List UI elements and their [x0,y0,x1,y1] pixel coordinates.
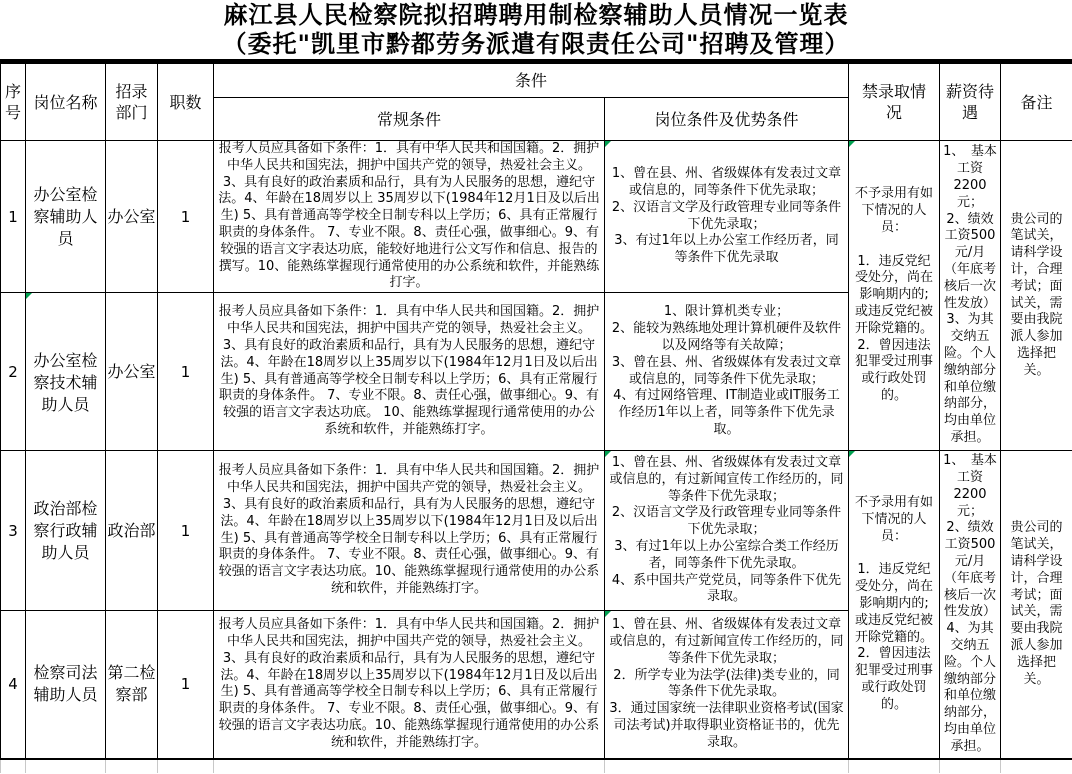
table-row [1,141,1072,293]
row2-position-text: 办公室检 察技术辅 助人员 [33,350,98,414]
row1-seq: 1 [1,141,26,293]
row1-specific-condition [605,141,849,293]
excel-error-flag-icon [605,611,611,617]
empty-cell [1001,759,1072,773]
row1-count: 1 [158,141,214,293]
empty-cell [26,759,106,773]
header-count: 职数 [158,64,214,141]
header-remark: 备注 [1001,64,1072,141]
header-condition: 条件 [214,64,849,98]
row3-position: 政治部检 察行政辅 助人员 [26,451,106,611]
row4-specific-condition [605,611,849,759]
empty-cell [214,759,605,773]
table-row [1,451,1072,611]
row4-department: 第二检 察部 [106,611,158,759]
empty-cell [158,759,214,773]
empty-cell [605,759,849,773]
header-specific-condition: 岗位条件及优势条件 [605,98,849,141]
excel-error-flag-icon [849,451,855,457]
row4-position: 检察司法 辅助人员 [26,611,106,759]
row3-specific-text: 1、曾在县、州、省级媒体有发表过文章或信息的，有过新闻宣传工作经历的，同等条件下优先录取； 2、汉语言文学及行政管理专业同等条件下优先录取； 3、有过1年以上办公室综合类工作经历者，同等条件下优先录取。 4、系中国共产党党员，同等条件下优先录取。 [609,455,844,605]
row3-count: 1 [158,451,214,611]
header-seq: 序 号 [1,64,26,141]
excel-error-flag-icon [605,141,611,147]
header-general-condition: 常规条件 [214,98,605,141]
row1-general-condition: 报考人员应具备如下条件：1．具有中华人民共和国国籍。2．拥护中华人民共和国宪法，拥护中国共产党的领导，热爱社会主义。3、具有良好的政治素质和品行，具有为人民服务的思想，遵纪守法。4、年龄在18周岁以上 35周岁以下(1984年12月1日及以后出生) 5、具有普通高等学校全日制专科以上学历；6、具有正常履行职责的身体条件。 7、专业不限。8、责任心强，做事细心。9、有较强的语言文字表达功底，能较好地进行公文写作和信息、报告的撰写。10、能熟练掌握现行通常使用的办公系统和软件，并能熟练打字。 [214,141,605,293]
group1-remark: 贵公司的笔试关，请科学设计，合理考试；面试关，需要由我院派人参加选择把关。 [1001,141,1072,451]
row3-department: 政治部 [106,451,158,611]
group2-salary: 1、 基本工资2200元； 2、绩效工资500元/月（年底考核后一次性发放） 4、为其交纳五险。个人缴纳部分和单位缴纳部分，均由单位承担。 [940,451,1001,759]
header-salary: 薪资待 遇 [940,64,1001,141]
row4-specific-text: 1、曾在县、州、省级媒体有发表过文章或信息的，有过新闻宣传工作经历的，同等条件下优先录取； 2．所学专业为法学(法律)类专业的，同等条件下优先录取。 3．通过国家统一法律职业资格考试(国家司法考试)并取得职业资格证书的，优先录取。 [609,617,844,750]
empty-cell [940,759,1001,773]
group2-remark: 贵公司的笔试关，请科学设计，合理考试；面试关，需要由我院派人参加选择把关。 [1001,451,1072,759]
row3-seq: 3 [1,451,26,611]
header-position: 岗位名称 [26,64,106,141]
row1-position: 办公室检 察辅助人 员 [26,141,106,293]
empty-cell [106,759,158,773]
row2-department: 办公室 [106,293,158,451]
partial-next-row [1,759,1072,773]
group2-forbidden [849,451,940,759]
excel-error-flag-icon [26,293,32,299]
title-block [0,0,1072,63]
excel-error-flag-icon [605,451,611,457]
row1-specific-text: 1、曾在县、州、省级媒体有发表过文章或信息的，同等条件下优先录取； 2、汉语言文学及行政管理专业同等条件下优先录取； 3、有过1年以上办公室工作经历者，同等条件下优先录取 [611,166,842,266]
row2-count: 1 [158,293,214,451]
header-forbidden: 禁录取情 况 [849,64,940,141]
excel-error-flag-icon [849,141,855,147]
row1-department: 办公室 [106,141,158,293]
row4-seq: 4 [1,611,26,759]
row2-general-condition: 报考人员应具备如下条件：1．具有中华人民共和国国籍。2．拥护中华人民共和国宪法，拥护中国共产党的领导，热爱社会主义。3、具有良好的政治素质和品行，具有为人民服务的思想，遵纪守法。4、年龄在18周岁以上35周岁以下(1984年12月1日及以后出生) 5、具有普通高等学校全日制专科以上学历；6、具有正常履行职责的身体条件。 7、专业不限。8、责任心强，做事细心。9、有较强的语言文字表达功底。 10、能熟练掌握现行通常使用的办公系统和软件，并能熟练打字。 [214,293,605,451]
group2-forbidden-text: 不予录用有如下情况的人员： 1．违反党纪受处分，尚在影响期内的;或违反党纪被开除党籍的。 2．曾因违法犯罪受过刑事或行政处罚的。 [855,495,934,712]
page-subtitle: （委托"凯里市黔都劳务派遣有限责任公司"招聘及管理） [222,29,850,58]
empty-cell [1,759,26,773]
group1-forbidden [849,141,940,451]
row3-specific-condition [605,451,849,611]
row2-position [26,293,106,451]
row4-general-condition: 报考人员应具备如下条件：1．具有中华人民共和国国籍。2．拥护中华人民共和国宪法，拥护中国共产党的领导，热爱社会主义。3、具有良好的政治素质和品行，具有为人民服务的思想，遵纪守法。4、年龄在18周岁以上35周岁以下(1984年12月1日及以后出生) 5、具有普通高等学校全日制专科以上学历；6、具有正常履行职责的身体条件。 7、专业不限。8、责任心强，做事细心。9、有较强的语言文字表达功底。10、能熟练掌握现行通常使用的办公系统和软件，并能熟练打字。 [214,611,605,759]
page-title: 麻江县人民检察院拟招聘聘用制检察辅助人员情况一览表 [223,0,849,29]
row2-seq: 2 [1,293,26,451]
row4-count: 1 [158,611,214,759]
recruitment-table [0,63,1072,773]
empty-cell [849,759,940,773]
row2-specific-condition: 1、限计算机类专业； 2、能较为熟练地处理计算机硬件及软件以及网络等有关故障； 3、曾在县、州、省级媒体有发表过文章或信息的，同等条件下优先录取； 4、有过网络管理、IT制造业或IT服务工作经历1年以上者，同等条件下优先录取。 [605,293,849,451]
header-department: 招录 部门 [106,64,158,141]
group1-forbidden-text: 不予录用有如下情况的人员： 1．违反党纪受处分，尚在影响期内的;或违反党纪被开除党籍的。 2．曾因违法犯罪受过刑事或行政处罚的。 [855,186,934,403]
row3-general-condition: 报考人员应具备如下条件：1．具有中华人民共和国国籍。2．拥护中华人民共和国宪法，拥护中国共产党的领导，热爱社会主义。3、具有良好的政治素质和品行，具有为人民服务的思想，遵纪守法。4、年龄在18周岁以上35周岁以下(1984年12月1日及以后出生) 5、具有普通高等学校全日制专科以上学历；6、具有正常履行职责的身体条件。 7、专业不限。8、责任心强，做事细心。9、有较强的语言文字表达功底。10、能熟练掌握现行通常使用的办公系统和软件，并能熟练打字。 [214,451,605,611]
group1-salary: 1、 基本工资2200元； 2、绩效工资500元/月（年底考核后一次性发放） 3、为其交纳五险。个人缴纳部分和单位缴纳部分，均由单位承担。 [940,141,1001,451]
